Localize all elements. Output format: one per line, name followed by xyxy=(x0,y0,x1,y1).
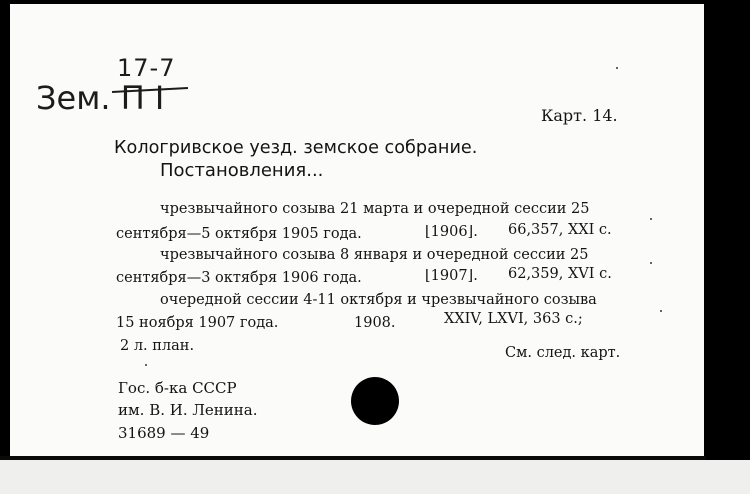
speck xyxy=(650,218,652,220)
entry-2-line1: чрезвычайного созыва 8 января и очередной сессии 25 xyxy=(160,247,589,263)
entry-3-year: 1908. xyxy=(354,315,396,331)
speck xyxy=(650,262,652,264)
handwritten-shelfmark: Зем. П I xyxy=(36,79,165,117)
entry-1-line1: чрезвычайного созыва 21 марта и очередной сессии 25 xyxy=(160,201,590,217)
card-subheading: Постановления... xyxy=(160,160,324,181)
card-below-strip xyxy=(0,460,750,494)
entry-2-year: ⌊1907⌋. xyxy=(425,268,478,284)
plan-note: 2 л. план. xyxy=(120,338,195,354)
entry-3-extent: XXIV, LXVI, 363 с.; xyxy=(444,311,583,327)
speck xyxy=(616,67,618,69)
handwritten-shelfmark-top: 17-7 xyxy=(117,54,176,82)
speck xyxy=(145,364,147,366)
entry-1-extent: 66,357, XXI с. xyxy=(508,222,612,238)
entry-3-line1: очередной сессии 4-11 октября и чрезвычайного созыва xyxy=(160,292,597,308)
speck xyxy=(660,310,662,312)
library-inventory-number: 31689 — 49 xyxy=(118,424,210,442)
entry-1-line2: сентября—5 октября 1905 года. xyxy=(116,226,362,242)
library-name-line1: Гос. б-ка СССР xyxy=(118,379,237,397)
card-punch-hole xyxy=(351,377,399,425)
card-number: Карт. 14. xyxy=(541,106,618,125)
entry-1-year: ⌊1906⌋. xyxy=(425,224,478,240)
card-heading: Кологривское уезд. земское собрание. xyxy=(114,137,478,158)
see-next-card: См. след. карт. xyxy=(505,345,621,361)
entry-2-line2: сентября—3 октября 1906 года. xyxy=(116,270,362,286)
library-name-line2: им. В. И. Ленина. xyxy=(118,401,258,419)
entry-2-extent: 62,359, XVI с. xyxy=(508,266,612,282)
entry-3-line2: 15 ноября 1907 года. xyxy=(116,315,279,331)
